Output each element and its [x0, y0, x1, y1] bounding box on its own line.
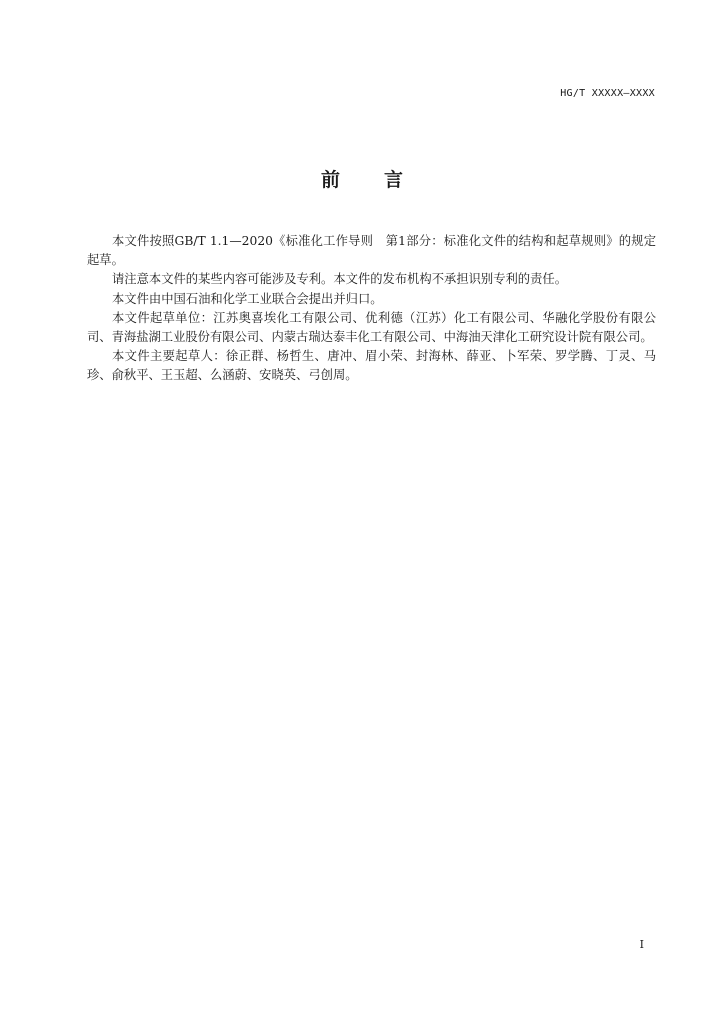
paragraph-patent-notice: 请注意本文件的某些内容可能涉及专利。本文件的发布机构不承担识别专利的责任。	[112, 272, 567, 287]
paragraph-drafting-units: 本文件起草单位：江苏奥喜埃化工有限公司、优利德（江苏）化工有限公司、华融化学股份有限公司、青海盐湖工业股份有限公司、内蒙古瑞达泰丰化工有限公司、中海油天津化工研究设计院有限公司。	[87, 310, 656, 345]
page-number: I	[639, 938, 644, 951]
standard-code-header: HG/T XXXXX—XXXX	[560, 88, 655, 99]
title-char-left: 前	[320, 169, 340, 191]
paragraph-drafters: 本文件主要起草人：徐正群、杨哲生、唐冲、眉小荣、封海林、薛亚、卜军荣、罗学腾、丁灵、马珍、俞秋平、王玉超、么涵蔚、安晓英、弓创周。	[87, 349, 656, 383]
title-char-right: 言	[384, 169, 404, 191]
page-title	[0, 165, 724, 192]
paragraph-proposer: 本文件由中国石油和化学工业联合会提出并归口。	[112, 291, 383, 306]
foreword-body	[87, 232, 656, 386]
paragraph-drafting-rules: 本文件按照GB/T 1.1—2020《标准化工作导则 第1部分：标准化文件的结构和起草规则》的规定起草。	[87, 234, 656, 268]
